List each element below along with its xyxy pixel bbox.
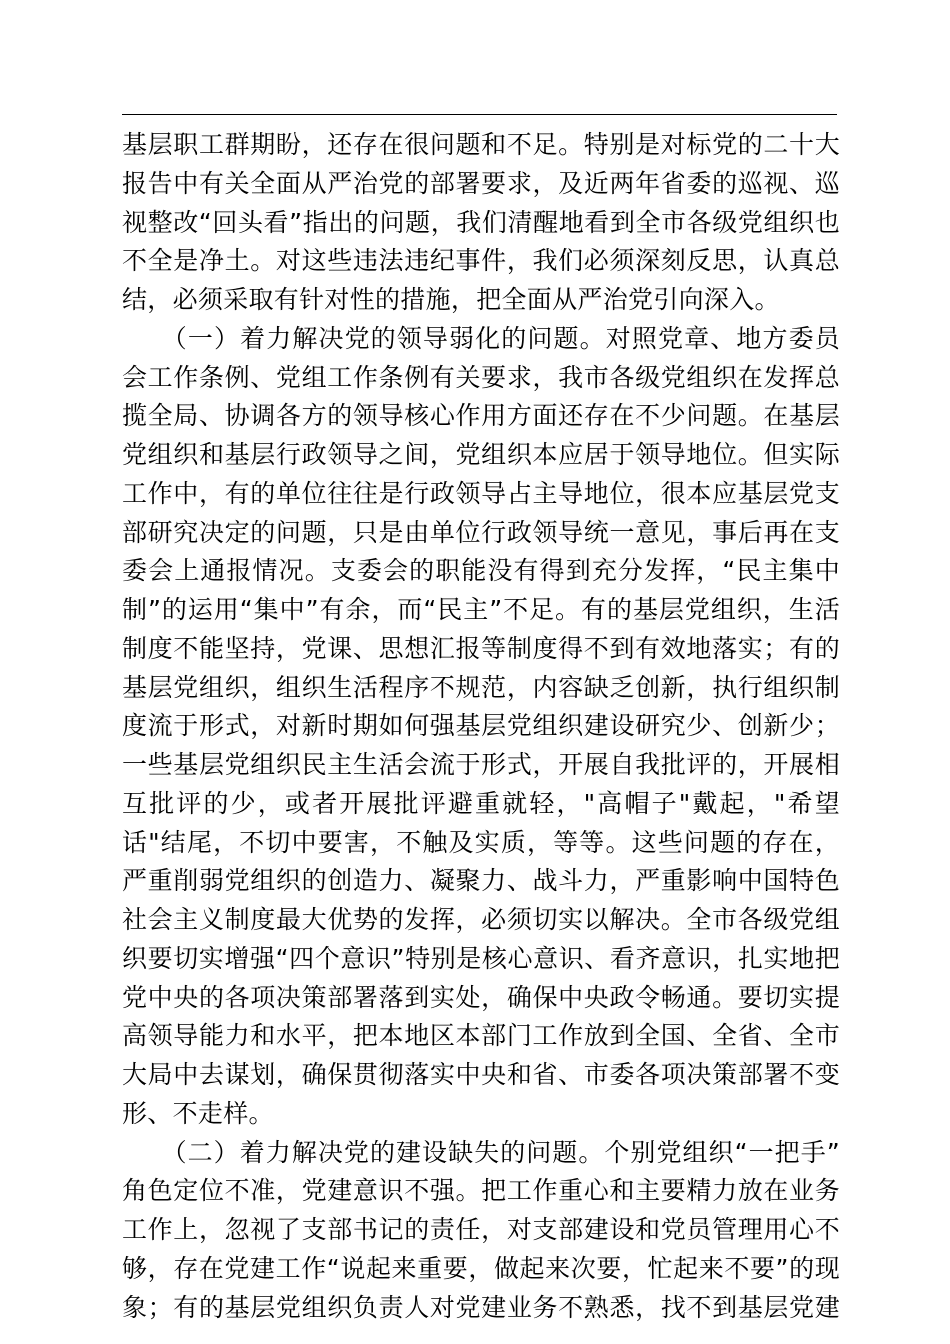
text-line: 基层党组织，组织生活程序不规范，内容缺乏创新，执行组织制 (122, 672, 840, 702)
text-line: 互批评的少，或者开展批评避重就轻，"高帽子"戴起，"希望 (122, 788, 840, 818)
text-line: 制”的运用“集中”有余，而“民主”不足。有的基层党组织，生活 (122, 595, 840, 624)
text-line: 揽全局、协调各方的领导核心作用方面还存在不少问题。在基层 (122, 401, 840, 431)
text-line: 织要切实增强“四个意识”特别是核心意识、看齐意识，扎实地把 (122, 943, 840, 973)
text-line: （一）着力解决党的领导弱化的问题。对照党章、地方委员 (122, 323, 840, 353)
text-line: 不全是净土。对这些违法违纪事件，我们必须深刻反思，认真总 (122, 246, 840, 276)
text-line: 形、不走样。 (122, 1098, 274, 1128)
text-line: 一些基层党组织民主生活会流于形式，开展自我批评的，开展相 (122, 750, 840, 779)
text-line: 视整改“回头看”指出的问题，我们清醒地看到全市各级党组织也 (122, 207, 840, 237)
text-line: 角色定位不准，党建意识不强。把工作重心和主要精力放在业务 (122, 1176, 840, 1206)
text-line: 会工作条例、党组工作条例有关要求，我市各级党组织在发挥总 (122, 362, 840, 392)
text-line: 够，存在党建工作“说起来重要，做起来次要，忙起来不要”的现 (122, 1253, 840, 1283)
text-line: 委会上通报情况。支委会的职能没有得到充分发挥，“民主集中 (122, 556, 840, 586)
text-line: 严重削弱党组织的创造力、凝聚力、战斗力，严重影响中国特色 (122, 866, 840, 896)
text-line: 基层职工群期盼，还存在很问题和不足。特别是对标党的二十大 (122, 130, 840, 159)
text-line: 工作上，忽视了支部书记的责任，对支部建设和党员管理用心不 (122, 1215, 840, 1244)
text-line: 高领导能力和水平，把本地区本部门工作放到全国、全省、全市 (122, 1021, 840, 1051)
text-line: 话"结尾，不切中要害，不触及实质，等等。这些问题的存在， (122, 827, 840, 857)
text-line: 度流于形式，对新时期如何强基层党组织建设研究少、创新少； (122, 711, 840, 741)
text-line: 制度不能坚持，党课、思想汇报等制度得不到有效地落实；有的 (122, 633, 840, 663)
text-line: 工作中，有的单位往往是行政领导占主导地位，很本应基层党支 (122, 478, 840, 508)
header-rule (122, 114, 837, 115)
text-line: 结，必须采取有针对性的措施，把全面从严治党引向深入。 (122, 285, 780, 314)
document-body (122, 126, 840, 1327)
text-line: 党组织和基层行政领导之间，党组织本应居于领导地位。但实际 (122, 440, 840, 469)
text-line: 部研究决定的问题，只是由单位行政领导统一意见，事后再在支 (122, 517, 840, 547)
text-line: 报告中有关全面从严治党的部署要求，及近两年省委的巡视、巡 (122, 168, 840, 198)
text-line: （二）着力解决党的建设缺失的问题。个别党组织“一把手” (122, 1137, 840, 1167)
text-line: 党中央的各项决策部署落到实处，确保中央政令畅通。要切实提 (122, 982, 840, 1012)
text-line: 象；有的基层党组织负责人对党建业务不熟悉，找不到基层党建 (122, 1292, 840, 1322)
text-line: 社会主义制度最大优势的发挥，必须切实以解决。全市各级党组 (122, 905, 840, 934)
text-line: 大局中去谋划，确保贯彻落实中央和省、市委各项决策部署不变 (122, 1060, 840, 1089)
